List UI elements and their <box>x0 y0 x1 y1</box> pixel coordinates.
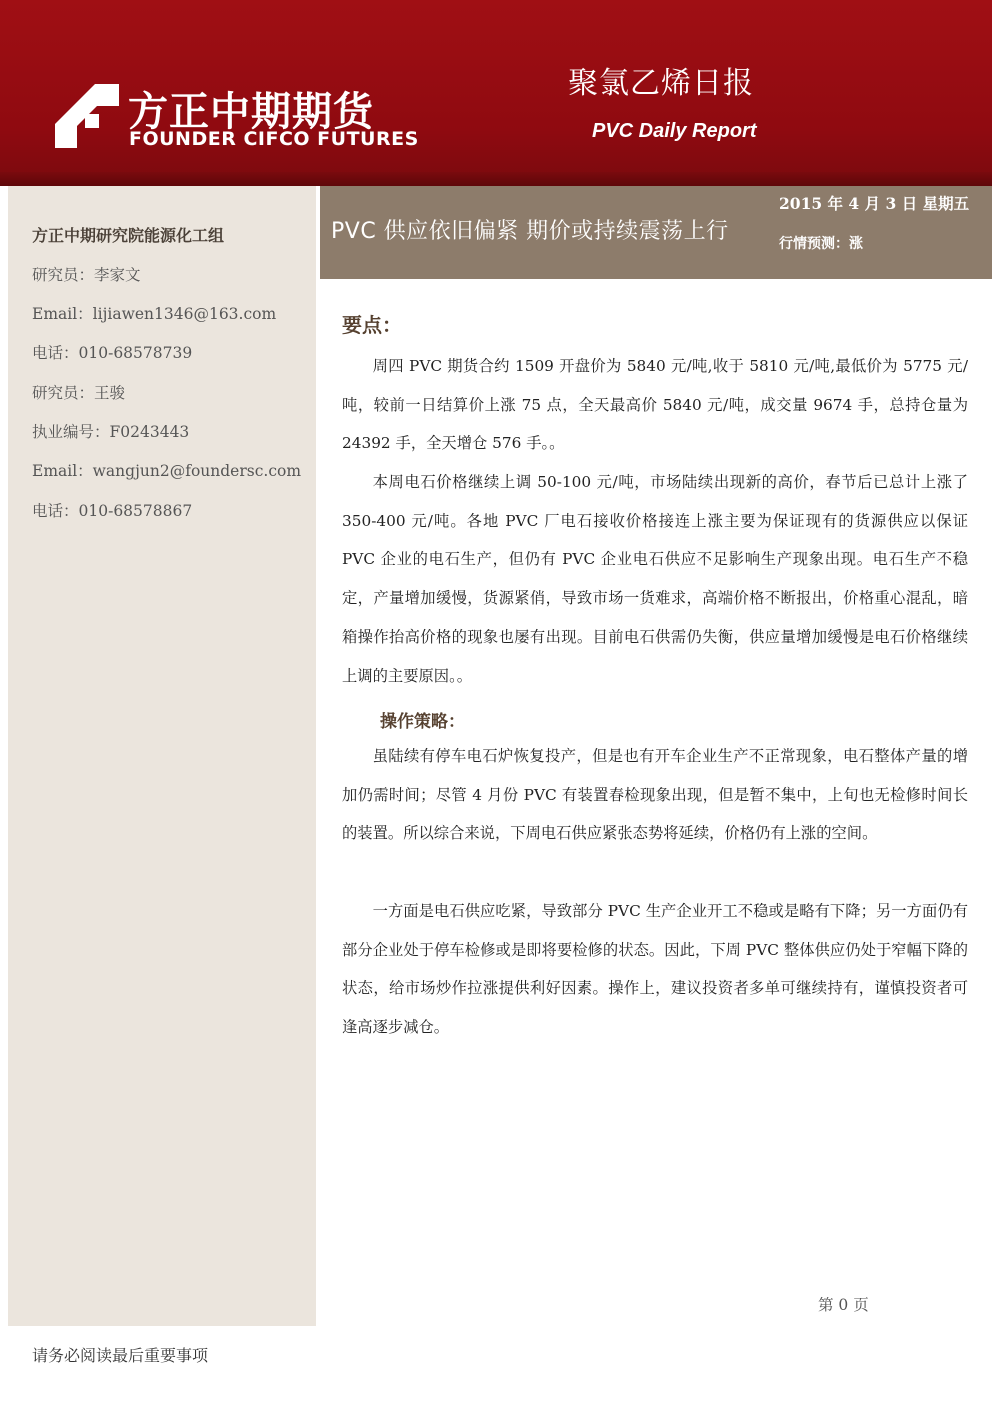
report-headline: PVC 供应依旧偏紧 期价或持续震荡上行 <box>331 219 729 244</box>
page-number: 第 0 页 <box>818 1296 869 1314</box>
sidebar-contact-line: 研究员：李家文 <box>32 266 141 284</box>
logo-chinese-name: 方正中期期货 <box>128 89 374 135</box>
key-points-heading: 要点： <box>342 313 402 337</box>
market-forecast: 行情预测：涨 <box>779 236 863 252</box>
paragraph-supply-outlook: 虽陆续有停车电石炉恢复投产，但是也有开车企业生产不正常现象，电石整体产量的增加仍需时间；尽管 4 月份 PVC 有装置春检现象出现，但是暂不集中，上旬也无检修时间长的装置。所以综合来说，下周电石供应紧张态势将延续，价格仍有上涨的空间。 <box>342 747 968 843</box>
report-title-english: PVC Daily Report <box>592 120 757 142</box>
logo-english-name: FOUNDER CIFCO FUTURES <box>129 128 419 150</box>
sidebar-contact-line: Email：lijiawen1346@163.com <box>32 305 277 323</box>
sidebar-contact-line: 执业编号：F0243443 <box>32 423 190 441</box>
paragraph-market-summary: 周四 PVC 期货合约 1509 开盘价为 5840 元/吨,收于 5810 元/吨,最低价为 5775 元/吨，较前一日结算价上涨 75 点，全天最高价 5840 元/吨，成交量 9674 手，总持仓量为 24392 手，全天增仓 576 手。。 <box>342 357 968 453</box>
header-stripe <box>0 172 992 186</box>
disclaimer-notice: 请务必阅读最后重要事项 <box>32 1346 209 1365</box>
report-date: 2015 年 4 月 3 日 星期五 <box>779 194 970 213</box>
report-title-chinese: 聚氯乙烯日报 <box>568 66 754 101</box>
company-logo-icon <box>55 84 119 148</box>
sidebar-contact-line: 电话：010-68578739 <box>32 344 193 362</box>
sidebar-contact-line: 研究员：王骏 <box>32 384 126 402</box>
paragraph-calcium-carbide: 本周电石价格继续上调 50-100 元/吨，市场陆续出现新的高价，春节后已总计上涨了 350-400 元/吨。各地 PVC 厂电石接收价格接连上涨主要为保证现有的货源供应以保证 PVC 企业的电石生产，但仍有 PVC 企业电石供应不足影响生产现象出现。电石生产不稳定，产量增加缓慢，货源紧俏，导致市场一货难求，高端价格不断报出，价格重心混乱，暗箱操作抬高价格的现象也屡有出现。目前电石供需仍失衡，供应量增加缓慢是电石价格继续上调的主要原因。。 <box>342 473 968 685</box>
research-group-name: 方正中期研究院能源化工组 <box>32 226 225 245</box>
paragraph-trading-advice: 一方面是电石供应吃紧，导致部分 PVC 生产企业开工不稳或是略有下降；另一方面仍有部分企业处于停车检修或是即将要检修的状态。因此，下周 PVC 整体供应仍处于窄幅下降的状态，给市场炒作拉涨提供利好因素。操作上，建议投资者多单可继续持有，谨慎投资者可逢高逐步减仓。 <box>342 902 968 1037</box>
strategy-heading: 操作策略： <box>380 712 465 732</box>
sidebar-contact-line: 电话：010-68578867 <box>32 502 193 520</box>
sidebar-contact-line: Email：wangjun2@foundersc.com <box>32 462 302 480</box>
